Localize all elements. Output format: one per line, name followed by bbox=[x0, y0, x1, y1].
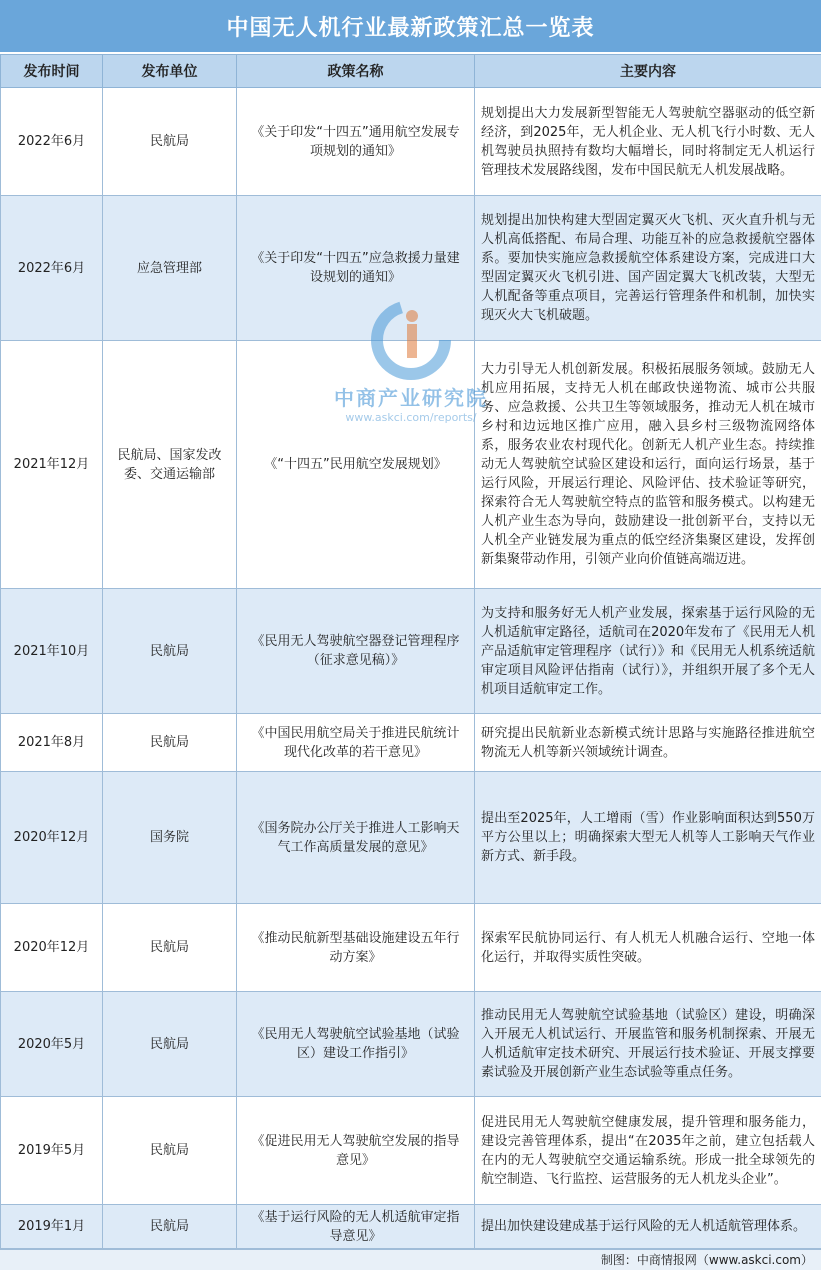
cell-date: 2021年10月 bbox=[1, 589, 103, 714]
cell-date: 2020年5月 bbox=[1, 992, 103, 1097]
cell-content: 规划提出大力发展新型智能无人驾驶航空器驱动的低空新经济，到2025年，无人机企业、无人机飞行小时数、无人机驾驶员执照持有数均大幅增长，同时将制定无人机运行管理技术发展路线图，发布中国民航无人机发展战略。 bbox=[475, 88, 821, 196]
cell-date: 2021年12月 bbox=[1, 341, 103, 589]
table-row bbox=[1, 1097, 821, 1205]
cell-content: 为支持和服务好无人机产业发展，探索基于运行风险的无人机适航审定路径，适航司在2020年发布了《民用无人机产品适航审定管理程序（试行）》和《民用无人机系统适航审定项目风险评估指南（试行）》，并组织开展了多个无人机项目适航审定工作。 bbox=[475, 589, 821, 714]
policy-table bbox=[0, 54, 821, 1249]
watermark-name: 中商产业研究院 bbox=[326, 382, 496, 411]
cell-date: 2021年8月 bbox=[1, 714, 103, 772]
cell-content: 探索军民航协同运行、有人机无人机融合运行、空地一体化运行，并取得实质性突破。 bbox=[475, 904, 821, 992]
column-header-content: 主要内容 bbox=[475, 55, 821, 88]
column-header-unit: 发布单位 bbox=[103, 55, 237, 88]
table-row bbox=[1, 992, 821, 1097]
cell-policy-name: 《促进民用无人驾驶航空发展的指导意见》 bbox=[237, 1097, 475, 1205]
cell-date: 2019年5月 bbox=[1, 1097, 103, 1205]
cell-policy-name: 《关于印发“十四五”应急救援力量建设规划的通知》 bbox=[237, 196, 475, 341]
cell-content: 大力引导无人机创新发展。积极拓展服务领域。鼓励无人机应用拓展，支持无人机在邮政快递物流、城市公共服务、应急救援、公共卫生等领域服务，推动无人机在城市乡村和边远地区推广应用，融入县乡村三级物流网络体系，服务农业农村现代化。创新无人机产业生态。持续推动无人驾驶航空试验区建设和运行，面向运行场景，基于运行风险，开展运行理论、风险评估、技术验证等研究，探索符合无人驾驶航空特点的监管和服务模式。以构建无人机产业生态为导向，鼓励建设一批创新平台，支持以无人机全产业链发展为重点的低空经济集聚区建设，发挥创新集聚带动作用，引领产业向价值链高端迈进。 bbox=[475, 341, 821, 589]
cell-content: 提出至2025年，人工增雨（雪）作业影响面积达到550万平方公里以上；明确探索大型无人机等人工影响天气作业新方式、新手段。 bbox=[475, 772, 821, 904]
cell-unit: 国务院 bbox=[103, 772, 237, 904]
table-row bbox=[1, 904, 821, 992]
cell-policy-name: 《中国民用航空局关于推进民航统计现代化改革的若干意见》 bbox=[237, 714, 475, 772]
cell-unit: 民航局 bbox=[103, 88, 237, 196]
cell-policy-name: 《基于运行风险的无人机适航审定指导意见》 bbox=[237, 1205, 475, 1249]
cell-unit: 民航局 bbox=[103, 904, 237, 992]
cell-policy-name: 《国务院办公厅关于推进人工影响天气工作高质量发展的意见》 bbox=[237, 772, 475, 904]
table-header-row bbox=[1, 55, 821, 88]
cell-unit: 民航局 bbox=[103, 589, 237, 714]
column-header-date: 发布时间 bbox=[1, 55, 103, 88]
cell-unit: 民航局 bbox=[103, 992, 237, 1097]
table-row bbox=[1, 714, 821, 772]
cell-policy-name: 《民用无人驾驶航空器登记管理程序（征求意见稿）》 bbox=[237, 589, 475, 714]
cell-date: 2022年6月 bbox=[1, 88, 103, 196]
cell-date: 2019年1月 bbox=[1, 1205, 103, 1249]
cell-date: 2022年6月 bbox=[1, 196, 103, 341]
cell-unit: 民航局 bbox=[103, 1205, 237, 1249]
cell-unit: 民航局 bbox=[103, 1097, 237, 1205]
cell-date: 2020年12月 bbox=[1, 904, 103, 992]
cell-policy-name: 《推动民航新型基础设施建设五年行动方案》 bbox=[237, 904, 475, 992]
cell-content: 提出加快建设建成基于运行风险的无人机适航管理体系。 bbox=[475, 1205, 821, 1249]
table-row bbox=[1, 341, 821, 589]
cell-content: 规划提出加快构建大型固定翼灭火飞机、灭火直升机与无人机高低搭配、布局合理、功能互补的应急救援航空器体系。要加快实施应急救援航空体系建设方案，完成进口大型固定翼灭火飞机引进、国产固定翼大飞机改装，大型无人机配备等重点项目，完善运行管理条件和机制，加快实现灭火大飞机破题。 bbox=[475, 196, 821, 341]
cell-policy-name: 《关于印发“十四五”通用航空发展专项规划的通知》 bbox=[237, 88, 475, 196]
cell-unit: 应急管理部 bbox=[103, 196, 237, 341]
cell-date: 2020年12月 bbox=[1, 772, 103, 904]
cell-content: 研究提出民航新业态新模式统计思路与实施路径推进航空物流无人机等新兴领域统计调查。 bbox=[475, 714, 821, 772]
watermark-url: www.askci.com/reports/ bbox=[326, 411, 496, 424]
table-row bbox=[1, 1205, 821, 1249]
table-row bbox=[1, 589, 821, 714]
source-footer: 制图：中商情报网（www.askci.com） bbox=[0, 1249, 821, 1270]
cell-content: 推动民用无人驾驶航空试验基地（试验区）建设，明确深入开展无人机试运行、开展监管和服务机制探索、开展无人机适航审定技术研究、开展运行技术验证、开展支撑要素试验及开展创新产业生态试验等重点任务。 bbox=[475, 992, 821, 1097]
table-row bbox=[1, 772, 821, 904]
column-header-name: 政策名称 bbox=[237, 55, 475, 88]
table-row bbox=[1, 196, 821, 341]
page-title: 中国无人机行业最新政策汇总一览表 bbox=[0, 0, 821, 54]
cell-content: 促进民用无人驾驶航空健康发展，提升管理和服务能力，建设完善管理体系，提出“在2035年之前，建立包括载人在内的无人驾驶航空交通运输系统。形成一批全球领先的航空制造、飞行监控、运营服务的无人机龙头企业”。 bbox=[475, 1097, 821, 1205]
table-row bbox=[1, 88, 821, 196]
cell-unit: 民航局、国家发改委、交通运输部 bbox=[103, 341, 237, 589]
cell-unit: 民航局 bbox=[103, 714, 237, 772]
cell-policy-name: 《民用无人驾驶航空试验基地（试验区）建设工作指引》 bbox=[237, 992, 475, 1097]
cell-policy-name: 《“十四五”民用航空发展规划》 bbox=[237, 341, 475, 589]
